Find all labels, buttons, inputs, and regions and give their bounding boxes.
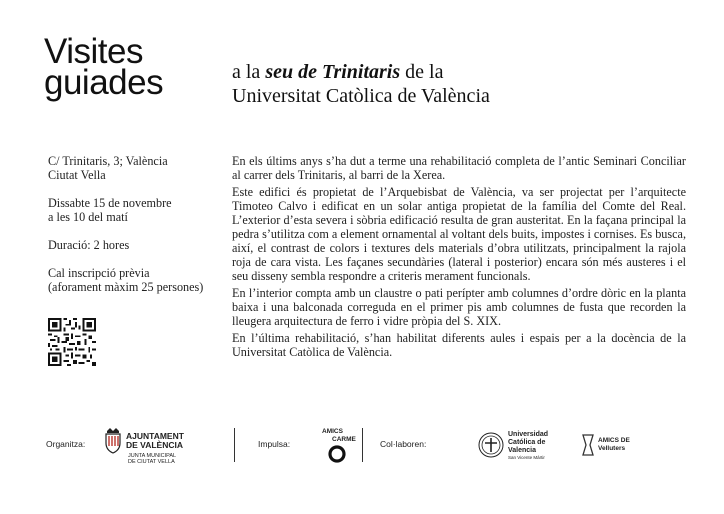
amics-carme-line-1: AMICS	[322, 428, 343, 435]
registration-line-2: (aforament màxim 25 persones)	[48, 280, 204, 294]
velluters-icon	[580, 433, 596, 457]
collaboren-label: Col·laboren:	[380, 439, 427, 449]
subtitle-line-2: Universitat Catòlica de València	[232, 85, 490, 107]
address	[48, 154, 228, 182]
address-line-1: C/ Trinitaris, 3; València	[48, 154, 168, 168]
footer-logos	[0, 420, 724, 480]
ajuntament-sub-line-2: DE CIUTAT VELLA	[128, 459, 175, 465]
paragraph-4: En l’última rehabilitació, s’han habilitat diferents aules i espais per a la docència de la Universitat Catòlica de València.	[232, 331, 686, 359]
date-line-1: Dissabte 15 de novembre	[48, 196, 172, 210]
ucv-line-1: Universidad	[508, 431, 549, 438]
impulsa-label: Impulsa:	[258, 439, 291, 449]
main-title	[44, 32, 164, 102]
ucv-seal-icon	[478, 432, 504, 458]
velluters-line-1: AMICS DE	[598, 437, 630, 444]
date-line-2: a les 10 del matí	[48, 210, 128, 224]
qr-code[interactable]	[48, 318, 96, 366]
amics-carme-line-2: CARME	[332, 436, 356, 443]
ucv-line-3: Valencia	[508, 447, 537, 454]
title-line-1: Visites	[44, 32, 143, 71]
paragraph-1: En els últims anys s’ha dut a terme una rehabilitació completa de l’antic Seminari Conciliar al carrer dels Trinitaris, al barri de la Xerea.	[232, 154, 686, 182]
ucv-line-4: San Vicente Mártir	[508, 455, 545, 460]
address-line-2: Ciutat Vella	[48, 168, 106, 182]
registration	[48, 266, 228, 294]
date	[48, 196, 228, 224]
footer-divider-1	[234, 428, 235, 462]
ajuntament-name-line-2: DE VALÈNCIA	[126, 440, 183, 450]
ucv-line-2: Católica de	[508, 439, 546, 446]
registration-line-1: Cal inscripció prèvia	[48, 266, 150, 280]
paragraph-3: En l’interior compta amb un claustre o pati perípter amb columnes d’ordre dòric en la planta baixa i una balconada correguda en el primer pis amb columnes de fusta que recorden la lleugera arquitectura de ferro i vidre pròpia del S. XIX.	[232, 286, 686, 328]
duration	[48, 238, 228, 252]
subtitle	[232, 60, 490, 108]
organitza-label: Organitza:	[46, 439, 86, 449]
paragraph-2: Este edifici és propietat de l’Arquebisbat de València, va ser projectat per l’arquitecte Timoteo Calvo i edificat en un solar antiga propietat de la família del Comte del Real. L’exterior d’esta severa i sòbria edificació resulta de gran austeritat. En la façana principal la pedra s’utilitza com a element ornamental al voltant dels buits, impostes i cornises. Es busca, així, el contrast de colors i textures dels materials d’obra utilitzats, principalment la rajola roja de cara vista. Les façanes secundàries (lateral i posterior) encara són més austeres i el seu disseny sembla respondre a criteris merament funcionals.	[232, 185, 686, 283]
ajuntament-name-line-1: AJUNTAMENT	[126, 431, 184, 441]
title-line-2: guiades	[44, 63, 164, 102]
subtitle-post: de la	[400, 61, 444, 83]
footer-divider-2	[362, 428, 363, 462]
duration-text: Duració: 2 hores	[48, 238, 130, 252]
subtitle-emphasis: seu de Trinitaris	[265, 61, 401, 83]
ajuntament-crest-icon	[104, 428, 122, 454]
event-info	[48, 154, 228, 308]
velluters-line-2: Velluters	[598, 445, 626, 452]
ajuntament-sub-line-1: JUNTA MUNICIPAL	[128, 453, 177, 459]
body-text	[232, 154, 686, 362]
subtitle-pre: a la	[232, 61, 266, 83]
amics-carme-ring-icon	[327, 444, 347, 464]
